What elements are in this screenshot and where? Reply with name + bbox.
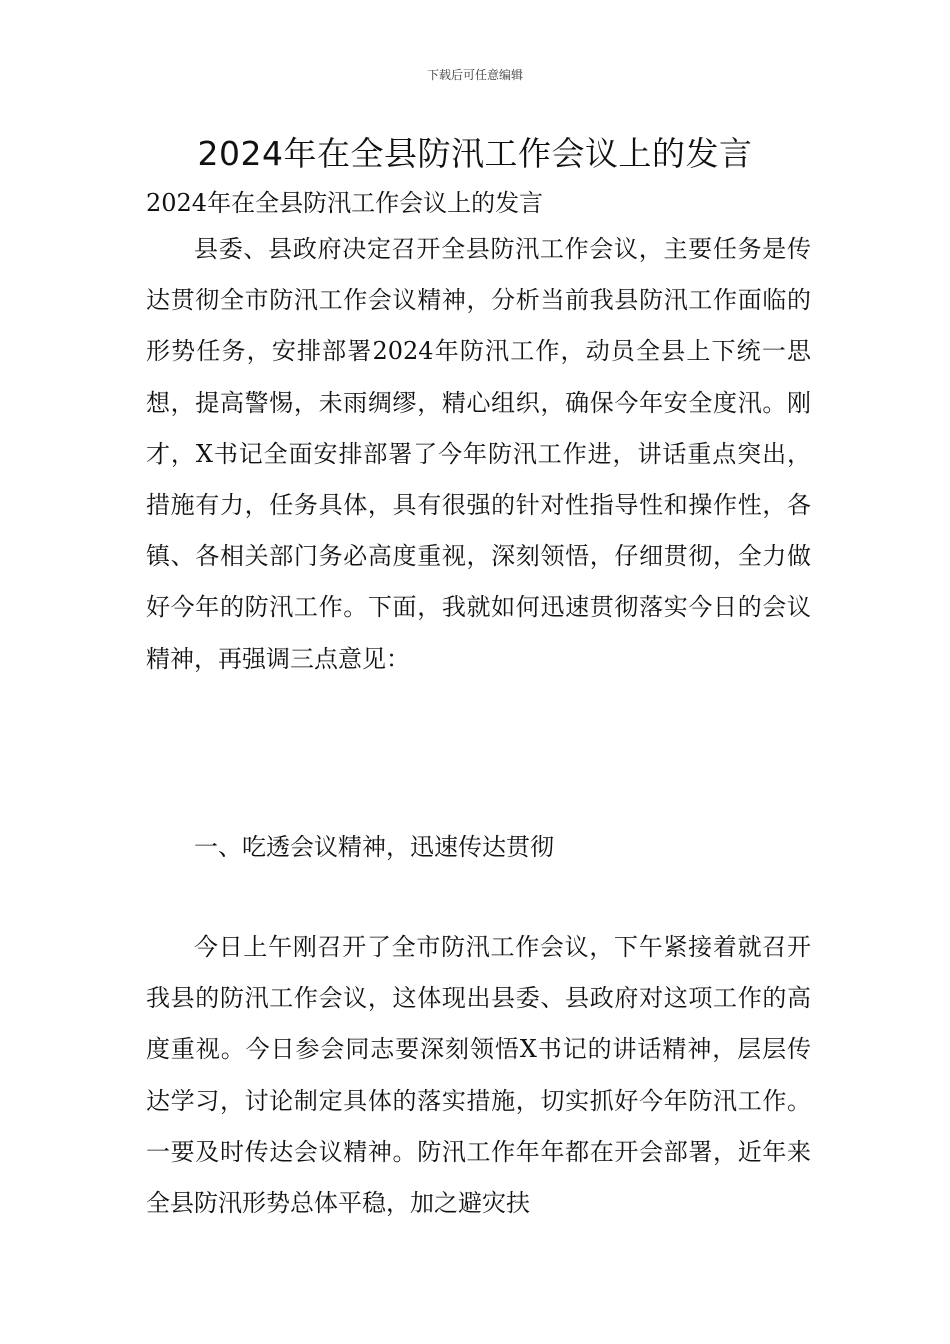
- section-paragraph: 今日上午刚召开了全市防汛工作会议，下午紧接着就召开我县的防汛工作会议，这体现出县委、县政府对这项工作的高度重视。今日参会同志要深刻领悟X书记的讲话精神，层层传达学习，讨论制定具体的落实措施，切实抓好今年防汛工作。一要及时传达会议精神。防汛工作年年都在开会部署，近年来全县防汛形势总体平稳，加之避灾扶: [146, 933, 811, 1218]
- section-heading: 一、吃透会议精神，迅速传达贯彻: [194, 833, 554, 861]
- intro-paragraph: 县委、县政府决定召开全县防汛工作会议，主要任务是传达贯彻全市防汛工作会议精神，分析当前我县防汛工作面临的形势任务，安排部署2024年防汛工作，动员全县上下统一思想，提高警惕，未雨绸缪，精心组织，确保今年安全度汛。刚才，X书记全面安排部署了今年防汛工作进，讲话重点突出，措施有力，任务具体，具有很强的针对性指导性和操作性，各镇、各相关部门务必高度重视，深刻领悟，仔细贯彻，全力做好今年的防汛工作。下面，我就如何迅速贯彻落实今日的会议精神，再强调三点意见：: [146, 235, 811, 673]
- header-note: 下载后可任意编辑: [426, 68, 523, 82]
- document-subtitle: 2024年在全县防汛工作会议上的发言: [146, 189, 544, 217]
- document-title: 2024年在全县防汛工作会议上的发言: [197, 134, 753, 173]
